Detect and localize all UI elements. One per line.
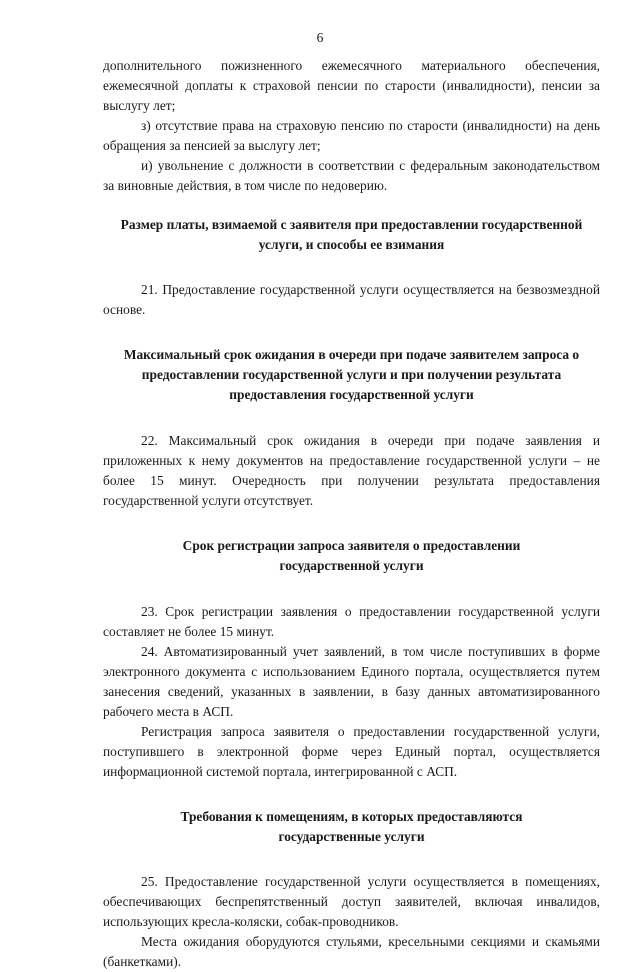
- paragraph-21: 21. Предоставление государственной услуги осуществляется на безвозмездной основе.: [103, 282, 600, 317]
- heading-registration-line-2: государственной услуги: [279, 558, 424, 573]
- heading-fee-line-2: услуги, и способы ее взимания: [258, 237, 445, 252]
- paragraph-intro: дополнительного пожизненного ежемесячного материального обеспечения, ежемесячной доплаты к страховой пенсии по старости (инвалидности), пенсии за выслугу лет;: [103, 58, 600, 113]
- heading-rooms-line-1: Требования к помещениям, в которых предоставляются: [180, 809, 523, 824]
- paragraph-waiting-places: Места ожидания оборудуются стульями, кресельными секциями и скамьями (банкетками).: [103, 934, 600, 969]
- heading-rooms-line-2: государственные услуги: [278, 829, 425, 844]
- heading-wait: [103, 345, 600, 405]
- heading-fee: [103, 215, 600, 255]
- heading-wait-line-1: Максимальный срок ожидания в очереди при подаче заявителем запроса о: [123, 347, 580, 362]
- paragraph-23: 23. Срок регистрации заявления о предоставлении государственной услуги составляет не более 15 минут.: [103, 604, 600, 639]
- paragraph-24: 24. Автоматизированный учет заявлений, в том числе поступивших в форме электронного документа с использованием Единого портала, осуществляется путем занесения сведений, указанных в заявлении, в базу данных автоматизированного рабочего места в АСП.: [103, 644, 600, 719]
- heading-fee-line-1: Размер платы, взимаемой с заявителя при предоставлении государственной: [120, 217, 583, 232]
- paragraph-25: 25. Предоставление государственной услуги осуществляется в помещениях, обеспечивающих беспрепятственный доступ заявителей, включая инвалидов, использующих кресла-коляски, собак-проводников.: [103, 874, 600, 929]
- heading-wait-line-2: предоставлении государственной услуги и при получении результата: [141, 367, 562, 382]
- heading-wait-line-3: предоставления государственной услуги: [229, 387, 474, 402]
- paragraph-registration: Регистрация запроса заявителя о предоставлении государственной услуги, поступившего в электронной форме через Единый портал, осуществляется информационной системой портала, интегрированной с АСП.: [103, 724, 600, 779]
- page-number: 6: [316, 30, 324, 45]
- heading-registration: [103, 536, 600, 576]
- heading-rooms: [103, 807, 600, 847]
- paragraph-22: 22. Максимальный срок ожидания в очереди при подаче заявления и приложенных к нему документов на предоставление государственной услуги – не более 15 минут. Очередность при получении результата предоставления государственной услуги отсутствует.: [103, 433, 600, 508]
- heading-registration-line-1: Срок регистрации запроса заявителя о предоставлении: [182, 538, 521, 553]
- paragraph-i: и) увольнение с должности в соответствии с федеральным законодательством за виновные действия, в том числе по недоверию.: [103, 158, 600, 193]
- document-body: [103, 56, 600, 972]
- paragraph-z: з) отсутствие права на страховую пенсию по старости (инвалидности) на день обращения за пенсией за выслугу лет;: [103, 118, 600, 153]
